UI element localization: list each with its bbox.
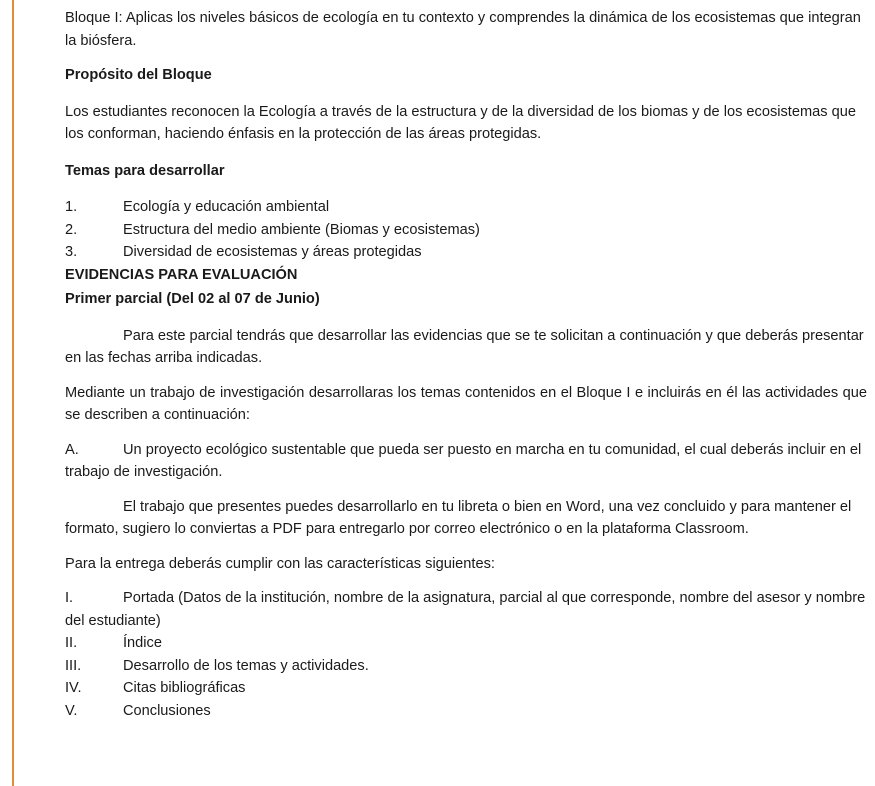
list-item-text: Ecología y educación ambiental	[123, 199, 330, 215]
page-margin-rule	[12, 0, 14, 786]
paragraph-delivery: Para la entrega deberás cumplir con las características siguientes:	[65, 555, 495, 572]
list-item-text: Diversidad de ecosistemas y áreas protegidas	[123, 244, 422, 260]
topics-heading: Temas para desarrollar	[65, 162, 225, 179]
activity-item-a	[65, 439, 867, 484]
purpose-text: Los estudiantes reconocen la Ecología a través de la estructura y de la diversidad de los biomas y de los ecosistemas que los conforman, haciendo énfasis en la protección de las áreas protegidas.	[65, 103, 856, 142]
list-marker: II.	[65, 635, 78, 651]
list-marker: I.	[65, 590, 74, 606]
list-item	[65, 632, 867, 655]
paragraph-research: Mediante un trabajo de investigación desarrollaras los temas contenidos en el Bloque I e incluirás en él las actividades que se describen a continuación:	[65, 384, 867, 423]
list-item-text: Estructura del medio ambiente (Biomas y ecosistemas)	[123, 221, 480, 238]
document-page	[65, 7, 867, 722]
block-intro: Bloque I: Aplicas los niveles básicos de ecología en tu contexto y comprendes la dinámica de los ecosistemas que integran la biósfera.	[65, 10, 861, 49]
list-item-text: Índice	[123, 635, 162, 651]
list-marker: 3.	[65, 244, 78, 260]
list-item	[65, 655, 867, 678]
list-item	[65, 196, 867, 219]
list-marker: 1.	[65, 199, 78, 215]
list-marker: 2.	[65, 221, 78, 238]
list-item	[65, 587, 867, 632]
list-marker: A.	[65, 441, 79, 458]
list-item	[65, 677, 867, 700]
list-item	[65, 241, 867, 264]
partial-heading: Primer parcial (Del 02 al 07 de Junio)	[65, 291, 320, 307]
paragraph-format: El trabajo que presentes puedes desarrollarlo en tu libreta o bien en Word, una vez concluido y para mantener el formato, sugiero lo conviertas a PDF para entregarlo por correo electrónico o en la plataforma Classroom.	[65, 498, 852, 537]
list-item-text: Un proyecto ecológico sustentable que pueda ser puesto en marcha en tu comunidad, el cual deberás incluir en el trabajo de investigación.	[65, 441, 862, 480]
evidence-heading: EVIDENCIAS PARA EVALUACIÓN	[65, 266, 298, 283]
paragraph-instructions: Para este parcial tendrás que desarrollar las evidencias que se te solicitan a continuación y que deberás presentar en las fechas arriba indicadas.	[65, 327, 864, 366]
requirements-list	[65, 587, 867, 722]
list-item-text: Portada (Datos de la institución, nombre de la asignatura, parcial al que corresponde, nombre del asesor y nombre del estudiante)	[65, 590, 866, 629]
topics-list	[65, 196, 867, 264]
list-marker: IV.	[65, 680, 82, 696]
list-item-text: Desarrollo de los temas y actividades.	[123, 657, 369, 674]
purpose-heading: Propósito del Bloque	[65, 67, 212, 83]
list-item-text: Citas bibliográficas	[123, 680, 246, 696]
list-item	[65, 700, 867, 723]
list-marker: III.	[65, 657, 82, 674]
list-item-text: Conclusiones	[123, 702, 211, 719]
list-item	[65, 219, 867, 242]
list-marker: V.	[65, 702, 78, 719]
